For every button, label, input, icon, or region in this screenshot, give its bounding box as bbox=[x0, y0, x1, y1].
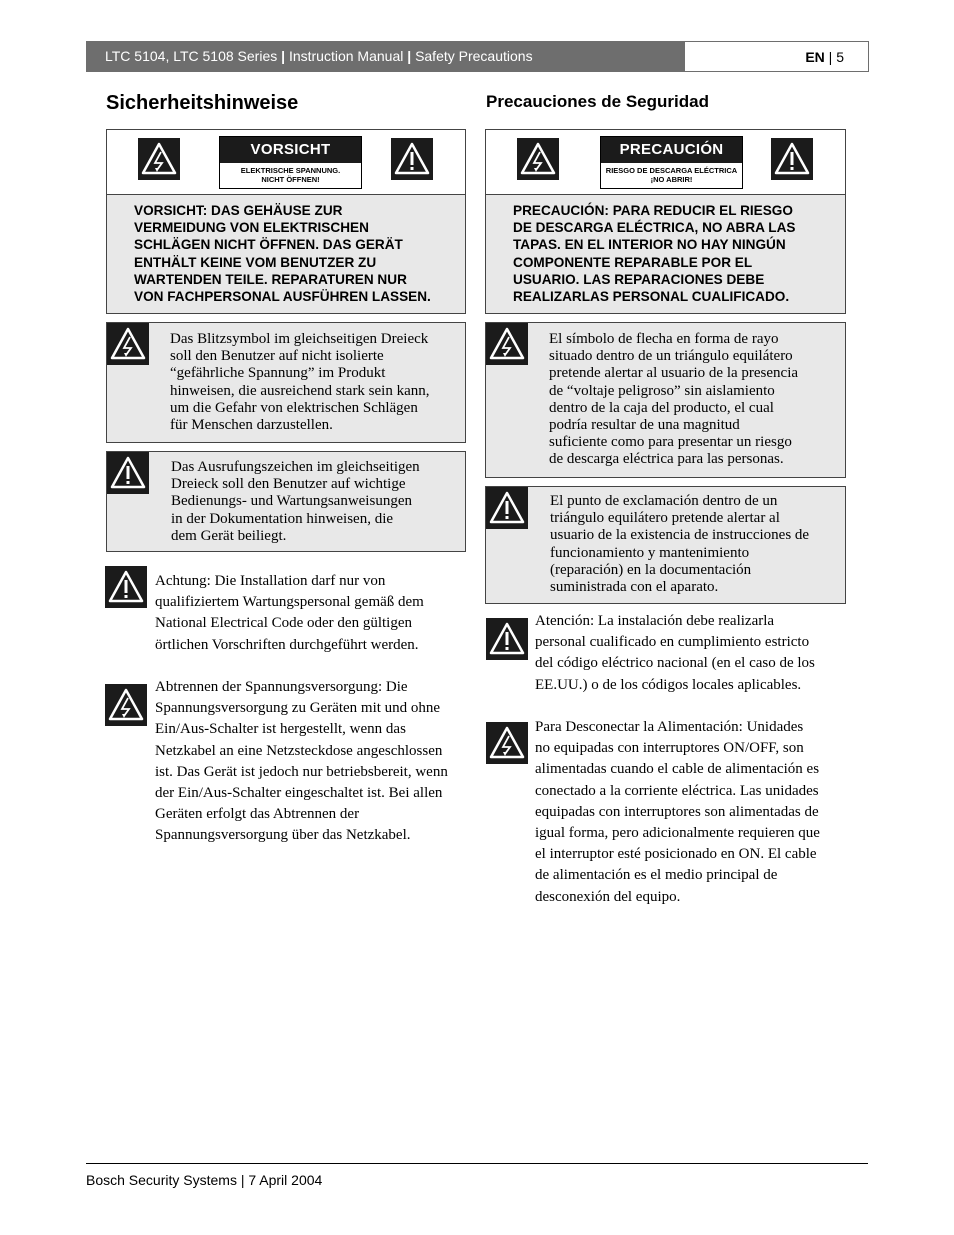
caution-text bbox=[107, 195, 465, 313]
caution-line: REALIZARLAS PERSONAL CUALIFICADO. bbox=[513, 289, 790, 305]
exclamation-warning-icon bbox=[771, 138, 813, 180]
text-line: Spannungsversorgung über das Netzkabel. bbox=[155, 827, 411, 844]
lightning-warning-icon bbox=[517, 138, 559, 180]
header-sep-2: | bbox=[407, 48, 412, 64]
lightning-warning-icon bbox=[138, 138, 180, 180]
spanish-installation-note bbox=[535, 611, 815, 696]
text-line: conectado a la corriente eléctrica. Las unidades bbox=[535, 782, 819, 799]
text-line: “gefährliche Spannung” im Produkt bbox=[170, 365, 386, 382]
exclamation-warning-icon bbox=[486, 487, 528, 529]
header-manual: Instruction Manual bbox=[288, 48, 404, 64]
text-line: Para Desconectar la Alimentación: Unidades bbox=[535, 719, 804, 735]
text-line: Bedienungs- und Wartungsanweisungen bbox=[171, 493, 412, 510]
text-line: equipadas con interruptores son alimentadas de bbox=[535, 803, 819, 820]
page-number bbox=[805, 49, 844, 65]
text-line: personal cualificado en cumplimiento estricto bbox=[535, 634, 810, 651]
label-line: RIESGO DE DESCARGA ELÉCTRICA bbox=[605, 166, 738, 175]
text-line: für Menschen darzustellen. bbox=[170, 417, 333, 434]
german-title: Sicherheitshinweise bbox=[106, 92, 299, 114]
text-line: del código eléctrico nacional (en el caso de los bbox=[535, 655, 815, 672]
page-number-box bbox=[684, 41, 869, 72]
german-exclamation-note bbox=[106, 451, 466, 552]
exclamation-warning-icon bbox=[486, 618, 528, 660]
text-line: no equipadas con interruptores ON/OFF, son bbox=[535, 740, 804, 757]
text-line: der Ein/Aus-Schalter eingeschaltet ist. Bei allen bbox=[155, 785, 443, 802]
text-line: Ein/Aus-Schalter ist hergestellt, wenn das bbox=[155, 721, 406, 738]
text-line: in der Dokumentation hinweisen, die bbox=[171, 510, 394, 527]
lightning-warning-icon bbox=[486, 323, 528, 365]
caution-line: USUARIO. LAS REPARACIONES DEBE bbox=[513, 271, 765, 287]
exclamation-warning-icon bbox=[105, 566, 147, 608]
text-line: desconexión del equipo. bbox=[535, 888, 681, 905]
caution-line: COMPONENTE REPARABLE POR EL bbox=[513, 254, 753, 270]
german-installation-note bbox=[155, 571, 424, 656]
caution-text bbox=[486, 195, 845, 313]
spanish-caution-box bbox=[485, 129, 846, 314]
language-code: EN bbox=[805, 49, 825, 65]
caution-line: ENTHÄLT KEINE VOM BENUTZER ZU bbox=[134, 254, 377, 270]
text-line: Dreieck soll den Benutzer auf wichtige bbox=[171, 476, 406, 493]
text-line: Spannungsversorgung zu Geräten mit und ohne bbox=[155, 700, 441, 717]
german-disconnect-note bbox=[155, 677, 448, 847]
label-line: ¡NO ABRIR! bbox=[650, 175, 693, 184]
caution-label-row bbox=[107, 130, 465, 195]
caution-line: TAPAS. EN EL INTERIOR NO HAY NINGÚN bbox=[513, 237, 786, 253]
text-line: Abtrennen der Spannungsversorgung: Die bbox=[155, 679, 408, 695]
text-line: hinweisen, die ausreichend stark sein kann, bbox=[170, 382, 430, 399]
text-line: podría resultar de una magnitud bbox=[549, 417, 740, 434]
page-sep: | bbox=[828, 49, 833, 65]
caution-line: VERMEIDUNG VON ELEKTRISCHEN bbox=[134, 220, 369, 236]
text-line: Atención: La instalación debe realizarla bbox=[535, 613, 775, 629]
text-line: dentro de la caja del producto, el cual bbox=[549, 399, 774, 416]
caution-line: VORSICHT: DAS GEHÄUSE ZUR bbox=[134, 203, 343, 218]
exclamation-warning-icon bbox=[391, 138, 433, 180]
exclamation-warning-icon bbox=[107, 452, 149, 494]
label-line: NICHT ÖFFNEN! bbox=[261, 175, 320, 184]
text-line: Geräten erfolgt das Abtrennen der bbox=[155, 806, 360, 823]
text-line: El punto de exclamación dentro de un bbox=[550, 493, 778, 509]
spanish-title: Precauciones de Seguridad bbox=[486, 92, 709, 111]
text-line: suficiente como para presentar un riesgo bbox=[549, 434, 792, 451]
label-line: ELEKTRISCHE SPANNUNG. bbox=[240, 166, 341, 175]
note-text bbox=[171, 459, 420, 545]
caution-line: SCHLÄGEN NICHT ÖFFNEN. DAS GERÄT bbox=[134, 237, 403, 253]
text-line: örtlichen Vorschriften durchgeführt werden. bbox=[155, 636, 419, 653]
text-line: um die Gefahr von elektrischen Schlägen bbox=[170, 399, 418, 416]
caution-line: VON FACHPERSONAL AUSFÜHREN LASSEN. bbox=[134, 289, 431, 305]
note-text bbox=[170, 331, 430, 434]
text-line: dem Gerät beiliegt. bbox=[171, 527, 287, 544]
text-line: (reparación) en la documentación bbox=[550, 561, 752, 578]
lightning-warning-icon bbox=[107, 323, 149, 365]
text-line: ist. Das Gerät ist jedoch nur betriebsbereit, wenn bbox=[155, 763, 448, 780]
label-subtext bbox=[601, 163, 742, 184]
text-line: EE.UU.) o de los códigos locales aplicables. bbox=[535, 676, 802, 693]
text-line: Netzkabel an eine Netzsteckdose angeschlossen bbox=[155, 742, 443, 759]
text-line: el interruptor esté posicionado en ON. El cable bbox=[535, 846, 817, 863]
spanish-disconnect-note bbox=[535, 717, 820, 908]
text-line: usuario de la existencia de instrucciones de bbox=[550, 527, 810, 544]
text-line: El símbolo de flecha en forma de rayo bbox=[549, 331, 779, 347]
spanish-lightning-note bbox=[485, 322, 846, 478]
caution-line: DE DESCARGA ELÉCTRICA, NO ABRA LAS bbox=[513, 220, 796, 236]
text-line: Das Blitzsymbol im gleichseitigen Dreieck bbox=[170, 331, 429, 347]
text-line: suministrada con el aparato. bbox=[550, 579, 719, 596]
text-line: igual forma, pero adicionalmente requieren que bbox=[535, 825, 820, 842]
text-line: qualifiziertem Wartungspersonal gemäß dem bbox=[155, 594, 424, 611]
caution-line: PRECAUCIÓN: PARA REDUCIR EL RIESGO bbox=[513, 203, 793, 218]
text-line: situado dentro de un triángulo equilátero bbox=[549, 348, 793, 365]
text-line: de “voltaje peligroso” sin aislamiento bbox=[549, 382, 775, 399]
caution-line: WARTENDEN TEILE. REPARATUREN NUR bbox=[134, 271, 407, 287]
precaucion-label bbox=[600, 136, 743, 189]
lightning-warning-icon bbox=[105, 684, 147, 726]
german-caution-box bbox=[106, 129, 466, 314]
label-subtext bbox=[220, 163, 361, 184]
text-line: alimentadas cuando el cable de alimentación es bbox=[535, 761, 820, 778]
text-line: de alimentación es el medio principal de bbox=[535, 867, 778, 884]
spanish-exclamation-note bbox=[485, 486, 846, 604]
text-line: Das Ausrufungszeichen im gleichseitigen bbox=[171, 459, 420, 475]
text-line: funcionamiento y mantenimiento bbox=[550, 544, 750, 561]
note-text bbox=[550, 493, 809, 596]
footer-text: Bosch Security Systems | 7 April 2004 bbox=[86, 1172, 323, 1188]
footer-divider bbox=[86, 1163, 868, 1164]
note-text bbox=[549, 331, 798, 469]
text-line: National Electrical Code oder den gültigen bbox=[155, 615, 412, 632]
header-product: LTC 5104, LTC 5108 Series bbox=[105, 48, 278, 64]
header-title bbox=[105, 48, 533, 64]
label-heading: VORSICHT bbox=[220, 137, 361, 163]
text-line: triángulo equilátero pretende alertar al bbox=[550, 510, 780, 527]
header-sep-1: | bbox=[281, 48, 286, 64]
german-lightning-note bbox=[106, 322, 466, 443]
text-line: pretende alertar al usuario de la presencia bbox=[549, 365, 799, 382]
vorsicht-label bbox=[219, 136, 362, 189]
text-line: soll den Benutzer auf nicht isolierte bbox=[170, 348, 384, 365]
label-heading: PRECAUCIÓN bbox=[601, 137, 742, 163]
header-section: Safety Precautions bbox=[415, 48, 533, 64]
text-line: Achtung: Die Installation darf nur von bbox=[155, 573, 386, 589]
caution-label-row bbox=[486, 130, 845, 195]
page-num: 5 bbox=[836, 49, 844, 65]
text-line: de descarga eléctrica para las personas. bbox=[549, 451, 784, 468]
lightning-warning-icon bbox=[486, 722, 528, 764]
